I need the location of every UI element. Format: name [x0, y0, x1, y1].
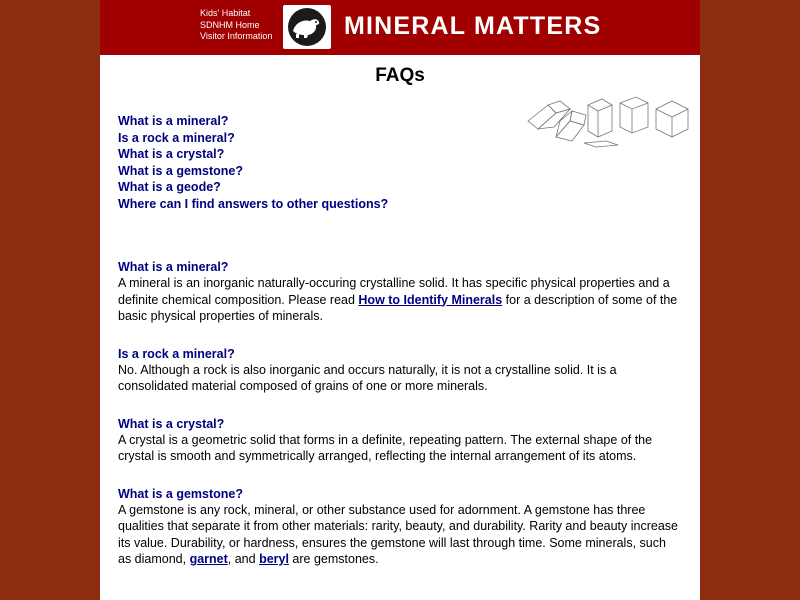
- gemstone-text-3: are gemstones.: [288, 552, 379, 566]
- page-title: FAQs: [375, 65, 425, 86]
- toc-link-what-is-a-geode[interactable]: What is a geode?: [118, 180, 221, 194]
- nav-link-visitor-information[interactable]: Visitor Information: [200, 31, 273, 41]
- faq-answer: A crystal is a geometric solid that forms in a definite, repeating pattern. The external shape of the crystal is smooth and symmetrically arranged, reflecting the internal arrangement of its atoms.: [118, 432, 653, 463]
- toc-link-other-questions[interactable]: Where can I find answers to other questions?: [118, 196, 389, 211]
- faq-item-gemstone: [118, 487, 682, 568]
- main-content: [100, 65, 700, 568]
- faq-item-rock: [118, 347, 682, 395]
- crystal-shapes-illustration: [526, 91, 696, 151]
- toc-link-is-a-rock-a-mineral[interactable]: Is a rock a mineral?: [118, 130, 235, 145]
- faq-answer-text-1: A mineral is an inorganic naturally-occuring crystalline solid. It has specific physical properties and a definite chemical composition. Please read: [118, 276, 670, 307]
- toc-link-what-is-a-gemstone[interactable]: What is a gemstone?: [118, 163, 244, 178]
- faq-question: What is a crystal?: [118, 416, 225, 431]
- faq-item-crystal: [118, 417, 682, 465]
- gemstone-text-1: A gemstone is any rock, mineral, or other substance used for adornment. A gemstone has three qualities that separate it from other materials: rarity, beauty, and durability. Rarity and beauty increase its value. Durability, or hardness, ensures the gemstone will last through time. Some minerals, such as diamond,: [118, 502, 678, 566]
- toc-link-what-is-a-crystal[interactable]: What is a crystal?: [118, 147, 225, 161]
- faq-answer: No. Although a rock is also inorganic and occurs naturally, it is not a crystalline solid. It is a consolidated material composed of grains of one or more minerals.: [118, 362, 617, 393]
- faq-answer-text-2: for a description of some of the basic physical properties of minerals.: [118, 292, 678, 323]
- toc-link-what-is-a-mineral[interactable]: What is a mineral?: [118, 114, 229, 128]
- faq-answer: [118, 502, 682, 568]
- faq-item-mineral: [118, 260, 682, 325]
- faq-list: [118, 260, 682, 568]
- dinosaur-logo-icon: [283, 5, 331, 49]
- link-beryl[interactable]: beryl: [259, 552, 289, 566]
- link-garnet[interactable]: garnet: [189, 552, 228, 566]
- faq-question: What is a gemstone?: [118, 486, 244, 501]
- faq-answer: [118, 275, 682, 325]
- site-banner: [100, 0, 700, 55]
- nav-link-sdnhm-home[interactable]: SDNHM Home: [200, 19, 260, 30]
- gemstone-text-2: , and: [227, 552, 260, 566]
- page-container: [100, 0, 700, 600]
- faq-question: What is a mineral?: [118, 260, 229, 274]
- link-how-to-identify-minerals[interactable]: How to Identify Minerals: [358, 292, 503, 307]
- sdnhm-logo[interactable]: [283, 5, 331, 49]
- faq-question: Is a rock a mineral?: [118, 346, 235, 361]
- nav-link-kids-habitat[interactable]: Kids' Habitat: [200, 8, 251, 18]
- banner-title: MINERAL MATTERS: [344, 12, 602, 40]
